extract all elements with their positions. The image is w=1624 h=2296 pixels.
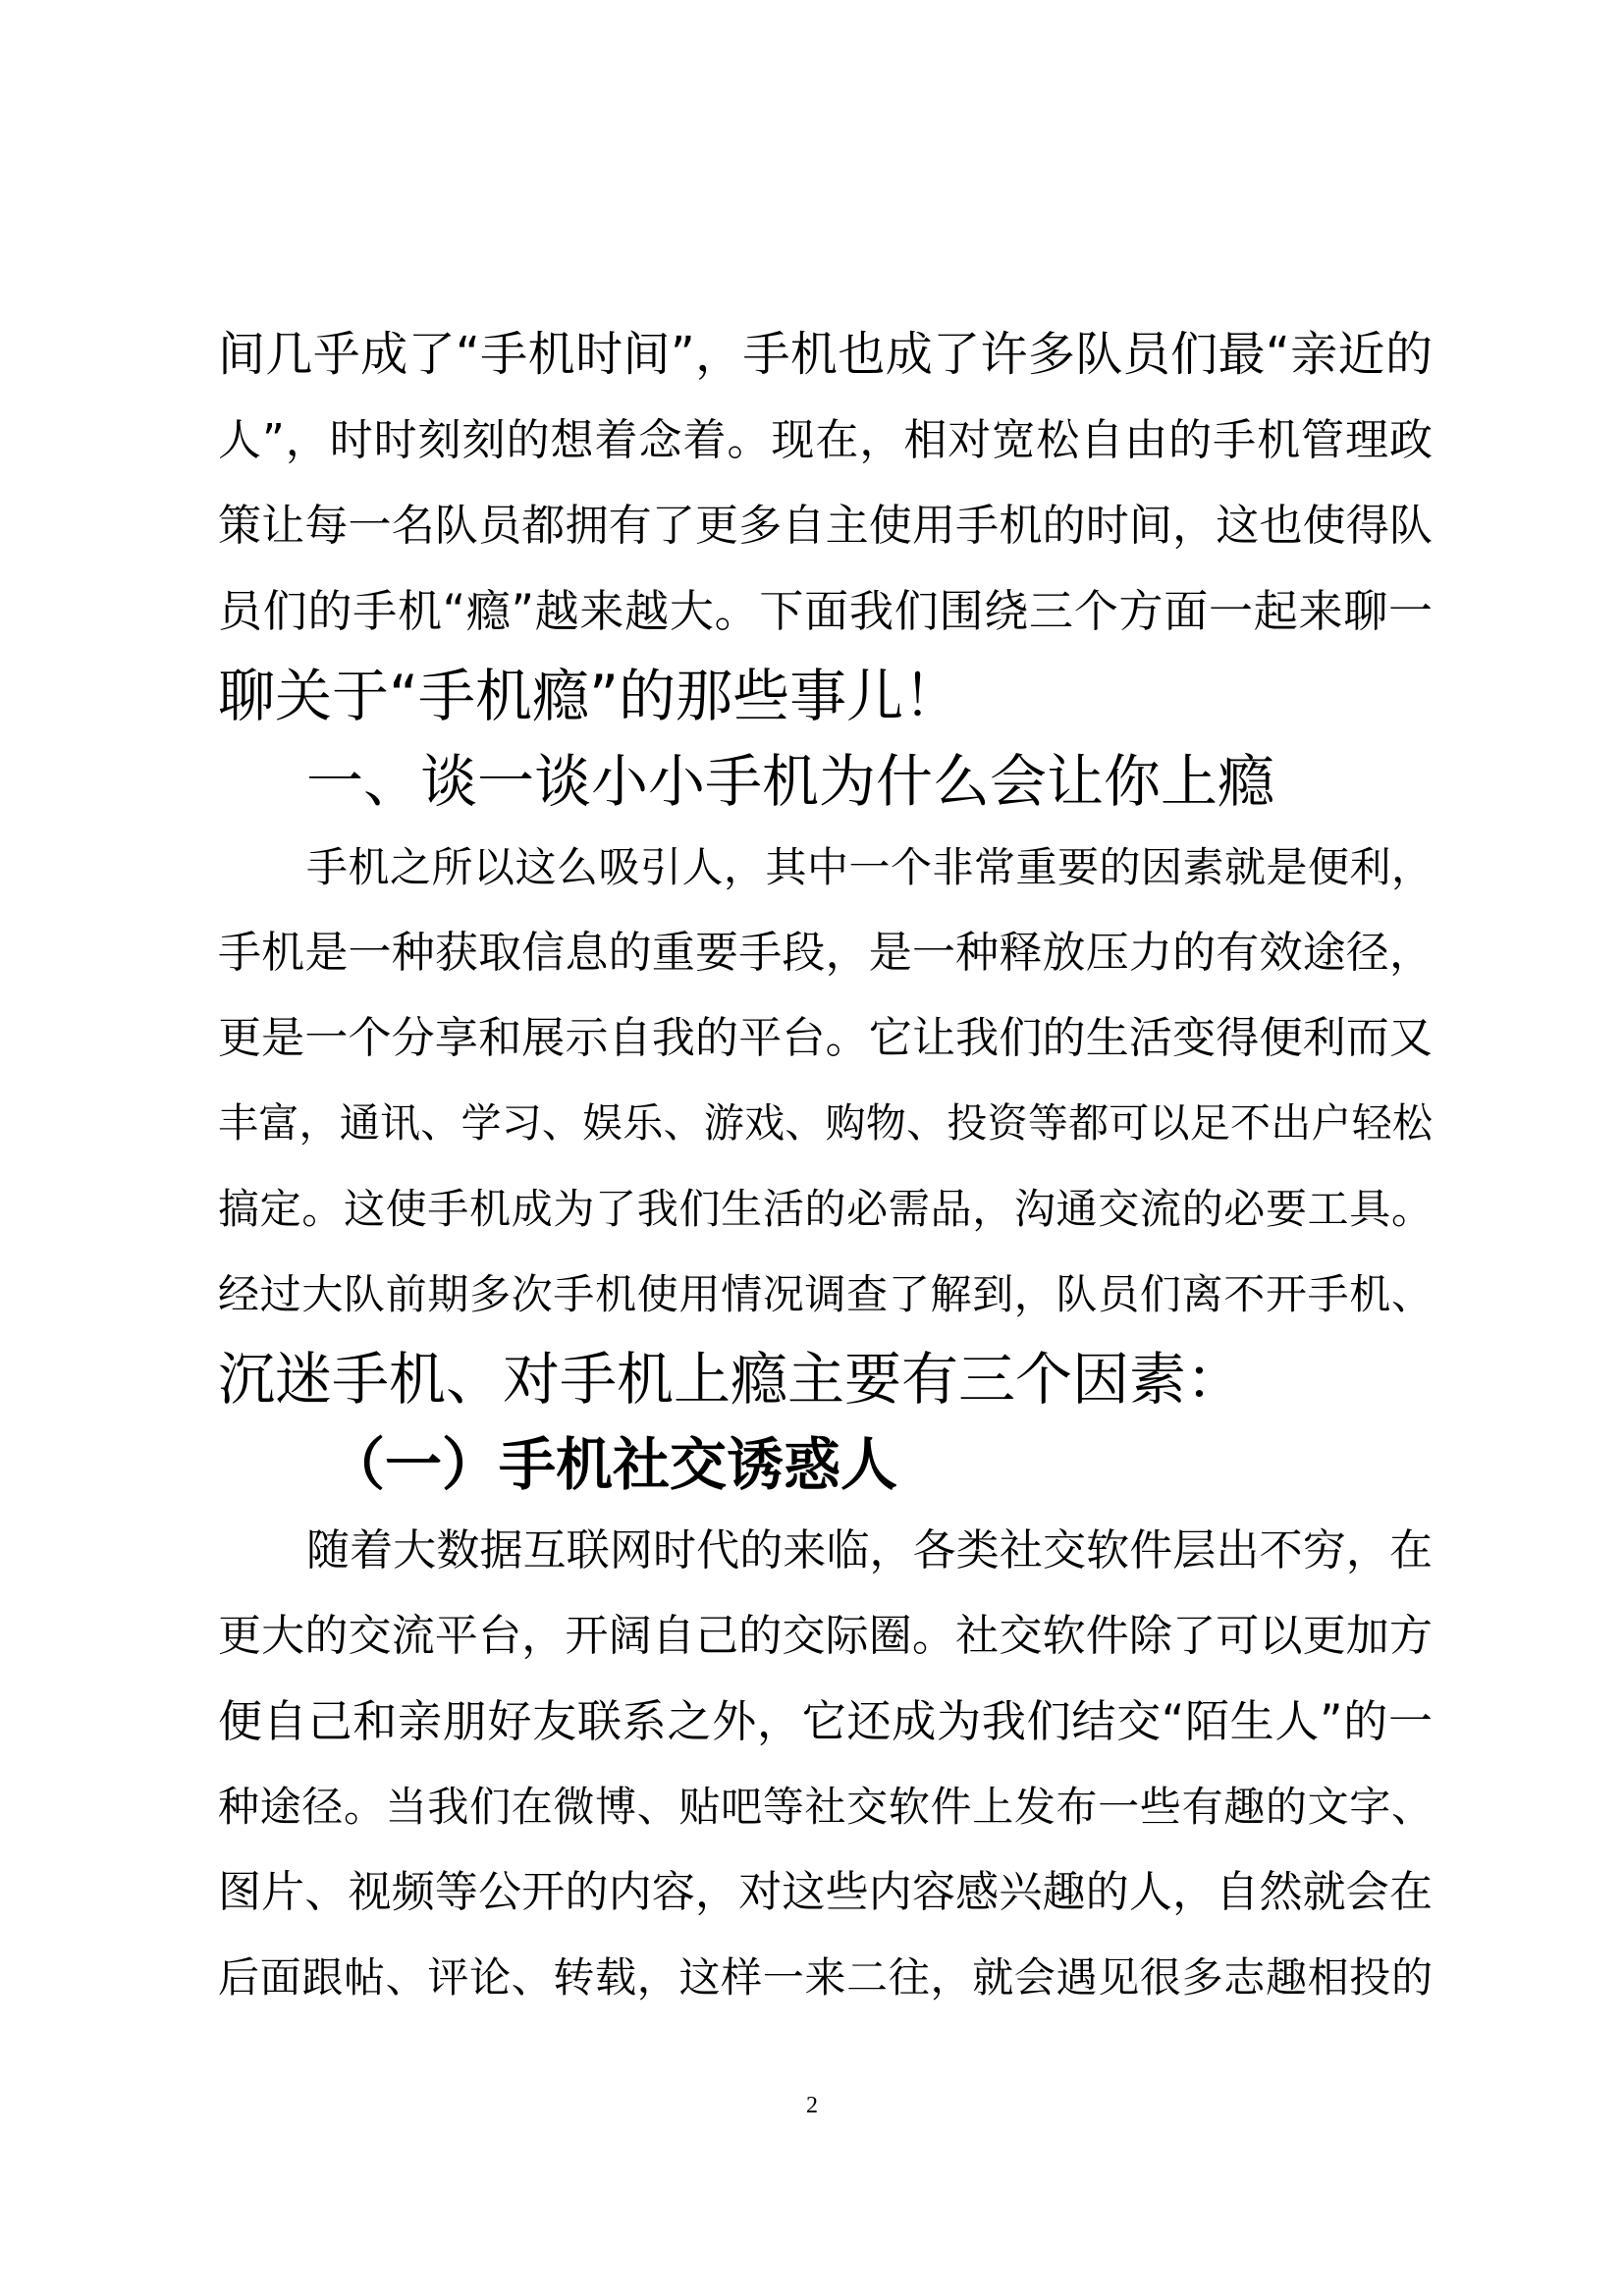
text-line: 员们的手机“瘾”越来越大。下面我们围绕三个方面一起来聊一	[218, 585, 1433, 637]
page-number: 2	[806, 2093, 818, 2118]
text-line: 间几乎成了“手机时间”，手机也成了许多队员们最“亲近的	[218, 327, 1433, 382]
text-line: 沉迷手机、对手机上瘾主要有三个因素：	[218, 1346, 1244, 1413]
text-line: 手机之所以这么吸引人，其中一个非常重要的因素就是便利，	[306, 843, 1433, 891]
text-line: 更大的交流平台，开阔自己的交际圈。社交软件除了可以更加方	[218, 1611, 1433, 1661]
document-body	[218, 312, 1433, 2020]
section-heading: （一）手机社交诱惑人	[328, 1431, 898, 1498]
text-line: 搞定。这使手机成为了我们生活的必需品，沟通交流的必要工具。	[218, 1185, 1433, 1233]
text-line: 人”，时时刻刻的想着念着。现在，相对宽松自由的手机管理政	[218, 415, 1433, 465]
text-line: 更是一个分享和展示自我的平台。它让我们的生活变得便利而又	[218, 1013, 1433, 1063]
text-line: 图片、视频等公开的内容，对这些内容感兴趣的人，自然就会在	[218, 1867, 1433, 1917]
text-line: 随着大数据互联网时代的来临，各类社交软件层出不穷，在	[306, 1525, 1433, 1575]
text-line: 聊关于“手机瘾”的那些事儿！	[218, 663, 961, 729]
text-line: 便自己和亲朋好友联系之外，它还成为我们结交“陌生人”的一	[218, 1695, 1433, 1747]
text-line: 手机是一种获取信息的重要手段，是一种释放压力的有效途径，	[218, 928, 1433, 978]
text-line: 经过大队前期多次手机使用情况调查了解到，队员们离不开手机、	[218, 1270, 1433, 1318]
text-line: 策让每一名队员都拥有了更多自主使用手机的时间，这也使得队	[218, 501, 1433, 551]
text-line: 丰富，通讯、学习、娱乐、游戏、购物、投资等都可以足不出户轻松	[218, 1099, 1433, 1147]
text-line: 种途径。当我们在微博、贴吧等社交软件上发布一些有趣的文字、	[218, 1783, 1433, 1831]
text-line: 后面跟帖、评论、转载，这样一来二往，就会遇见很多志趣相投的	[218, 1953, 1433, 2002]
text-line: 一、谈一谈小小手机为什么会让你上瘾	[306, 748, 1275, 815]
